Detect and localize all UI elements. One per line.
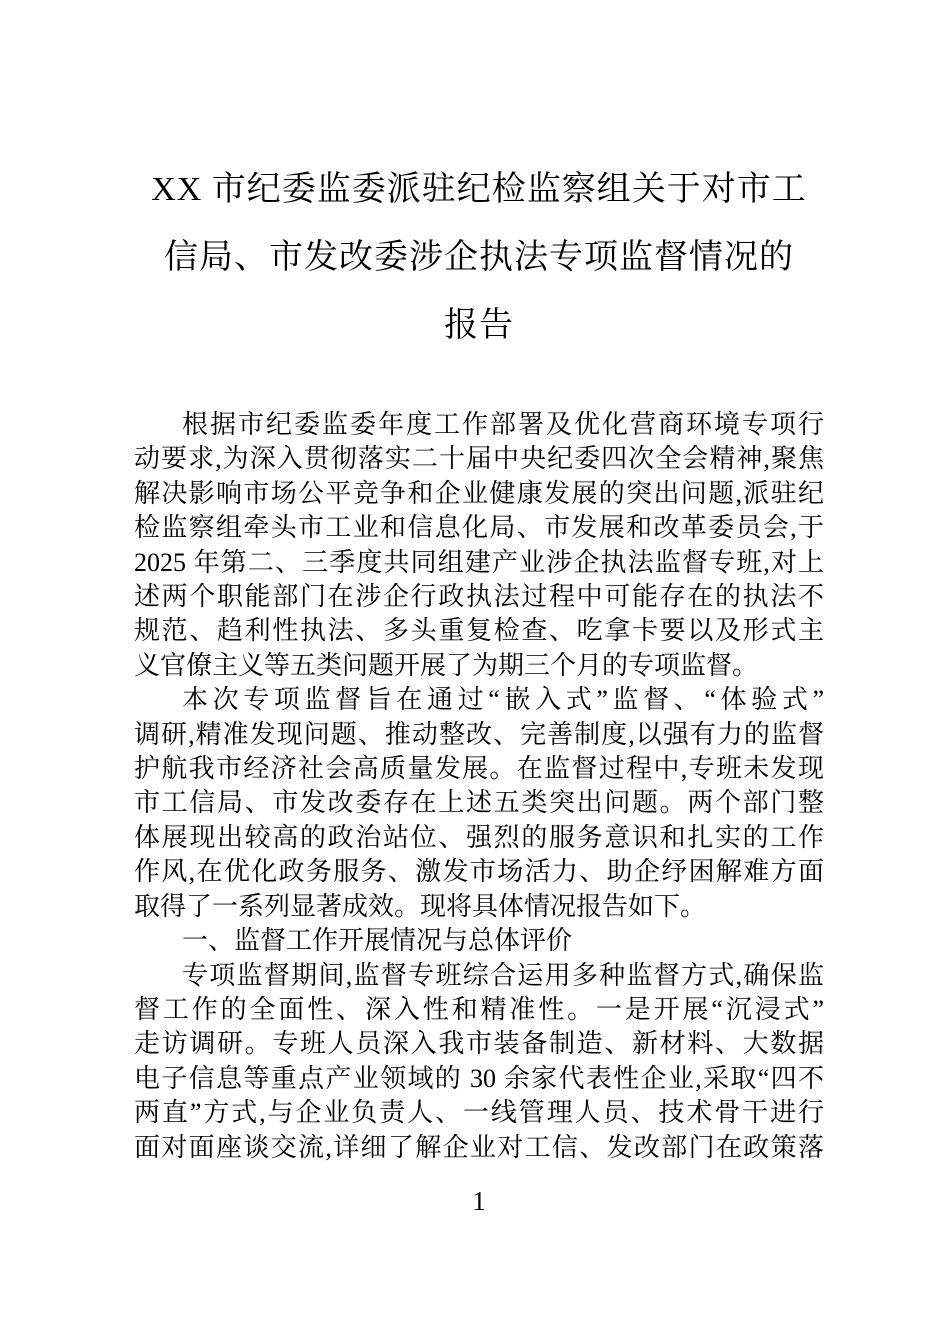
paragraph-3-line-6: 面对面座谈交流,详细了解企业对工信、发改部门在政策落 bbox=[134, 1132, 824, 1162]
document-body bbox=[134, 408, 824, 1165]
paragraph-2-line-2: 调研,精准发现问题、推动整改、完善制度,以强有力的监督 bbox=[134, 719, 824, 749]
paragraph-3-line-5: 两直”方式,与企业负责人、一线管理人员、技术骨干进行 bbox=[134, 1098, 824, 1128]
paragraph-2-line-1: 本次专项监督旨在通过“嵌入式”监督、“体验式” bbox=[182, 685, 824, 715]
title-line-1: XX 市纪委监委派驻纪检监察组关于对市工 bbox=[151, 171, 807, 208]
paragraph-1-line-5: 2025 年第二、三季度共同组建产业涉企执法监督专班,对上 bbox=[134, 547, 824, 577]
title-line-3: 报告 bbox=[444, 307, 514, 344]
paragraph-2-line-7: 取得了一系列显著成效。现将具体情况报告如下。 bbox=[134, 891, 707, 921]
paragraph-3-line-3: 走访调研。专班人员深入我市装备制造、新材料、大数据 bbox=[134, 1029, 824, 1059]
paragraph-1-line-1: 根据市纪委监委年度工作部署及优化营商环境专项行 bbox=[182, 410, 824, 439]
paragraph-1-line-3: 解决影响市场公平竞争和企业健康发展的突出问题,派驻纪 bbox=[134, 478, 824, 508]
title-line-2: 信局、市发改委涉企执法专项监督情况的 bbox=[164, 239, 794, 276]
paragraph-3-line-4: 电子信息等重点产业领域的 30 余家代表性企业,采取“四不 bbox=[134, 1063, 824, 1093]
paragraph-2-line-3: 护航我市经济社会高质量发展。在监督过程中,专班未发现 bbox=[134, 754, 824, 784]
paragraph-2-line-5: 体展现出较高的政治站位、强烈的服务意识和扎实的工作 bbox=[134, 822, 824, 852]
paragraph-3-line-2: 督工作的全面性、深入性和精准性。一是开展“沉浸式” bbox=[134, 994, 824, 1024]
paragraph-2-line-4: 市工信局、市发改委存在上述五类突出问题。两个部门整 bbox=[134, 788, 824, 818]
section-heading-1: 一、监督工作开展情况与总体评价 bbox=[182, 926, 573, 956]
paragraph-1-line-4: 检监察组牵头市工业和信息化局、市发展和改革委员会,于 bbox=[134, 513, 824, 543]
paragraph-1-line-2: 动要求,为深入贯彻落实二十届中央纪委四次全会精神,聚焦 bbox=[134, 444, 824, 474]
document-title bbox=[134, 0, 824, 360]
paragraph-1-line-6: 述两个职能部门在涉企行政执法过程中可能存在的执法不 bbox=[134, 582, 824, 612]
paragraph-2-line-6: 作风,在优化政务服务、激发市场活力、助企纾困解难方面 bbox=[134, 857, 824, 887]
page-number: 1 bbox=[472, 1186, 486, 1216]
paragraph-3-line-1: 专项监督期间,监督专班综合运用多种监督方式,确保监 bbox=[182, 960, 824, 990]
paragraph-1-line-7: 规范、趋利性执法、多头重复检查、吃拿卡要以及形式主 bbox=[134, 616, 824, 646]
paragraph-1-line-8: 义官僚主义等五类问题开展了为期三个月的专项监督。 bbox=[134, 650, 759, 680]
